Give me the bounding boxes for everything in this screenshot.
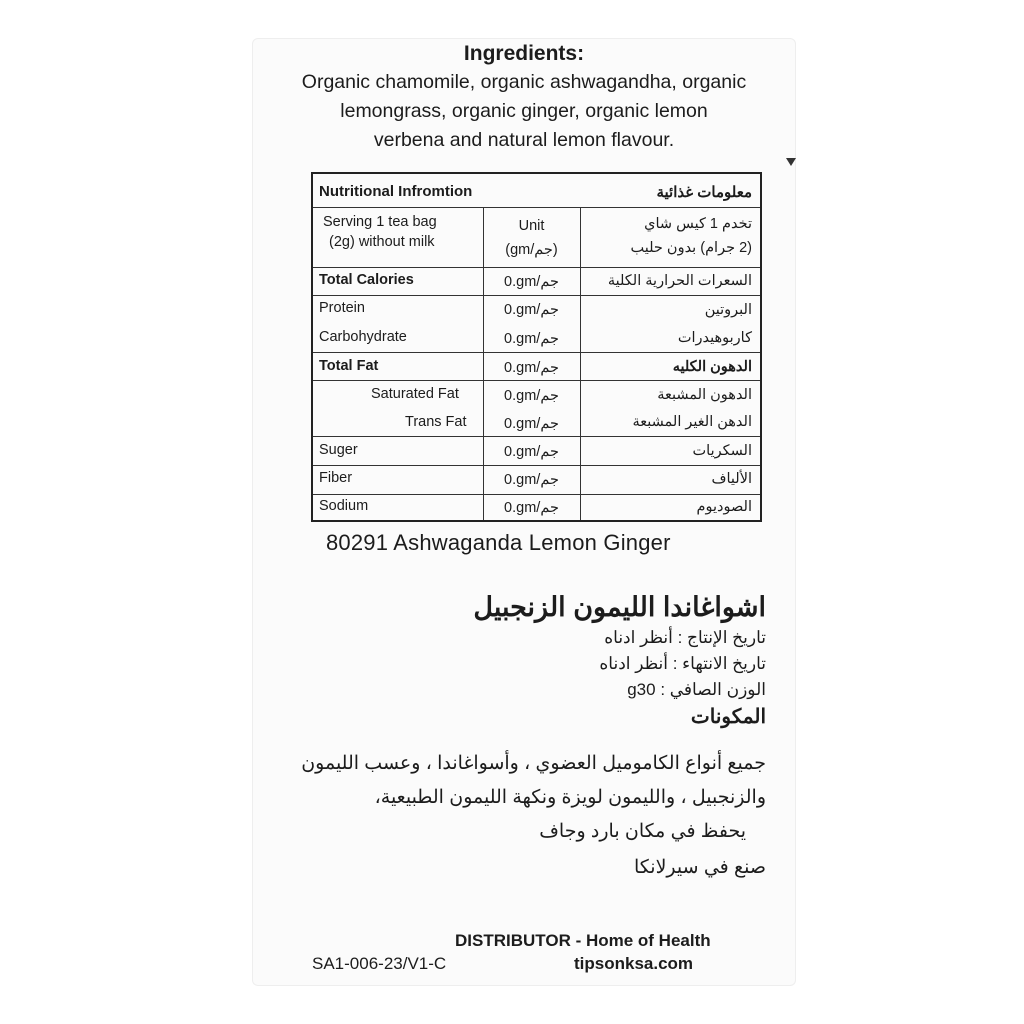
serving-ar: (2 جرام) بدون حليب	[630, 240, 752, 256]
row-unit: 0.gm/جم	[504, 472, 559, 488]
row-unit: 0.gm/جم	[504, 416, 559, 432]
serving-ar: تخدم 1 كيس شاي	[644, 216, 752, 232]
row-label: Carbohydrate	[319, 329, 407, 345]
ingredients-line: Organic chamomile, organic ashwagandha, organic	[301, 71, 747, 93]
serving-en: (2g) without milk	[329, 234, 435, 250]
ingredients-title-ar: المكونات	[690, 706, 766, 728]
row-label: Total Fat	[319, 358, 379, 374]
row-label-ar: الألياف	[711, 471, 752, 487]
website: tipsonksa.com	[574, 954, 694, 973]
origin-ar: صنع في سيرلانكا	[634, 857, 766, 878]
row-unit: 0.gm/جم	[504, 360, 559, 376]
row-label-ar: الدهون المشبعة	[657, 387, 752, 403]
ingredients-title: Ingredients:	[463, 42, 585, 65]
ingredients-text	[252, 68, 796, 155]
row-label-ar: السكريات	[692, 443, 752, 459]
unit-header: (gm/جم)	[505, 242, 558, 258]
row-unit: 0.gm/جم	[504, 444, 559, 460]
row-label-ar: الصوديوم	[696, 499, 752, 515]
row-label-ar: الدهون الكليه	[672, 359, 752, 375]
row-label-ar: البروتين	[704, 302, 752, 318]
row-label: Trans Fat	[405, 414, 467, 430]
label-code: SA1-006-23/V1-C	[312, 954, 447, 973]
row-unit: 0.gm/جم	[504, 274, 559, 290]
production-date: تاريخ الإنتاج : أنظر ادناه	[604, 628, 766, 647]
nutrition-title-ar: معلومات غذائية	[656, 184, 752, 201]
net-weight: الوزن الصافي : g30	[627, 680, 766, 699]
corner-mark-icon	[786, 158, 796, 166]
distributor: DISTRIBUTOR - Home of Health	[455, 931, 711, 950]
row-label: Sodium	[319, 498, 369, 514]
row-label: Saturated Fat	[371, 386, 459, 402]
unit-header: Unit	[518, 218, 545, 234]
ingredients-line: verbena and natural lemon flavour.	[373, 129, 675, 151]
product-name-ar: اشواغاندا الليمون الزنجبيل	[473, 592, 766, 622]
row-unit: 0.gm/جم	[504, 500, 559, 516]
storage-ar: يحفظ في مكان بارد وجاف	[539, 821, 746, 842]
row-label-ar: الدهن الغير المشبعة	[632, 414, 752, 430]
row-label: Protein	[319, 300, 365, 316]
ingredients-ar-line: والزنجبيل ، والليمون لويزة ونكهة الليمون الطبيعية،	[374, 787, 766, 808]
row-label: Fiber	[319, 470, 353, 486]
row-label: Suger	[319, 442, 358, 458]
nutrition-table	[311, 172, 762, 522]
ingredients-ar-line: جميع أنواع الكاموميل العضوي ، وأسواغاندا ، وعسب الليمون	[301, 753, 766, 774]
row-unit: 0.gm/جم	[504, 388, 559, 404]
ingredients-line: lemongrass, organic ginger, organic lemon	[340, 100, 708, 122]
row-label-ar: السعرات الحرارية الكلية	[607, 273, 752, 289]
row-unit: 0.gm/جم	[504, 302, 559, 318]
row-label: Total Calories	[319, 272, 414, 288]
expiry-date: تاريخ الانتهاء : أنظر ادناه	[599, 654, 766, 673]
row-label-ar: كاربوهيدرات	[677, 330, 752, 346]
row-unit: 0.gm/جم	[504, 331, 559, 347]
nutrition-title-en: Nutritional Infromtion	[319, 183, 473, 200]
product-name: 80291 Ashwaganda Lemon Ginger	[326, 530, 671, 555]
serving-en: Serving 1 tea bag	[323, 214, 437, 230]
